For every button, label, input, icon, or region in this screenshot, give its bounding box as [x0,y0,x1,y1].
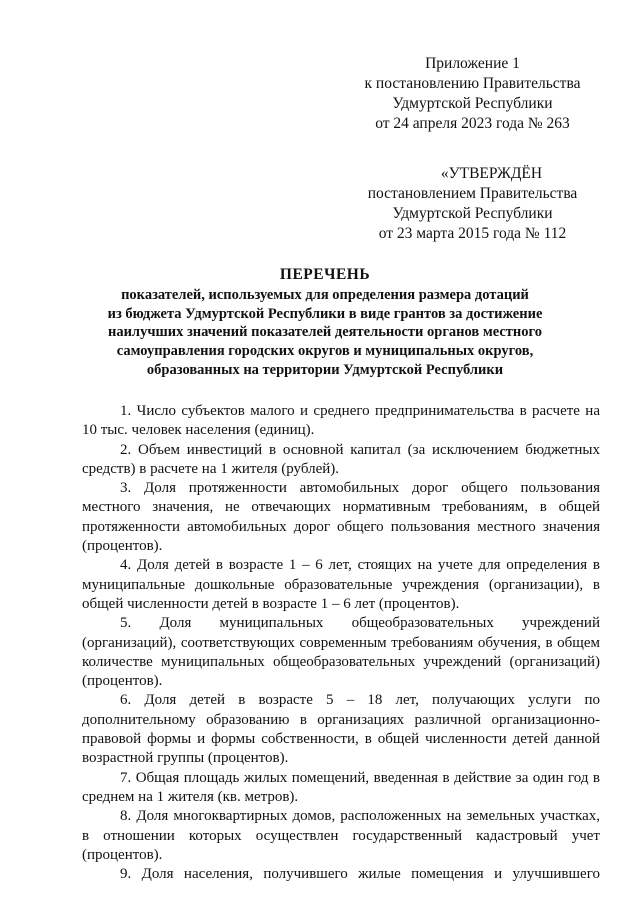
list-item-3: 3. Доля протяженности автомобильных дорог общего пользования местного значения, не отвечающих нормативным требованиям, в общей протяженности автомобильных дорог общего пользования местного значения (процентов). [82,480,600,555]
title-line-1: показателей, используемых для определения размера дотаций [121,286,529,303]
title-line-3: наилучших значений показателей деятельности органов местного [107,324,543,341]
list-item-8: 8. Доля многоквартирных домов, расположенных на земельных участках, в отношении которых осуществлен государственный кадастровый учет (процентов). [82,808,600,863]
appendix-line-3: Удмуртской Республики [392,95,553,112]
document-title [80,266,570,380]
list-item-6: 6. Доля детей в возрасте 5 – 18 лет, получающих услуги по дополнительному образованию в организациях различной организационно-правовой формы и формы собственности, в общей численности детей данной возрастной группы (процентов). [82,692,600,767]
appendix-line-4: от 24 апреля 2023 года № 263 [375,115,570,132]
approval-stamp-block [340,164,605,244]
title-line-5: образованных на территории Удмуртской Республики [146,361,504,378]
list-item-1: 1. Число субъектов малого и среднего предпринимательства в расчете на 10 тыс. человек населения (единиц). [82,403,600,439]
list-item-5: 5. Доля муниципальных общеобразовательных учреждений (организаций), соответствующих современным требованиям обучения, в общем количестве муниципальных общеобразовательных учреждений (организаций) (процентов). [82,615,600,690]
indicators-list [82,402,600,884]
appendix-line-1: Приложение 1 [425,55,520,72]
list-item-4: 4. Доля детей в возрасте 1 – 6 лет, стоящих на учете для определения в муниципальные дошкольные образовательные учреждения (организации), в общей численности детей в возрасте 1 – 6 лет (процентов). [82,557,600,612]
list-item-9: 9. Доля населения, получившего жилые помещения и улучшившего [120,866,600,883]
approved-line-4: от 23 марта 2015 года № 112 [378,225,567,242]
list-item-2: 2. Объем инвестиций в основной капитал (за исключением бюджетных средств) в расчете на 1 жителя (рублей). [82,441,600,477]
appendix-line-2: к постановлению Правительства [364,75,581,92]
list-item-7: 7. Общая площадь жилых помещений, введенная в действие за один год в среднем на 1 жителя (кв. метров). [82,769,600,805]
approved-line-2: постановлением Правительства [367,185,578,202]
appendix-header [340,54,605,134]
title-line-4: самоуправления городских округов и муниципальных округов, [116,343,534,360]
approved-line-3: Удмуртской Республики [392,205,553,222]
approved-line-1: «УТВЕРЖДЁН [440,165,543,182]
title-main: ПЕРЕЧЕНЬ [279,266,371,283]
title-line-2: из бюджета Удмуртской Республики в виде грантов за достижение [107,305,543,322]
